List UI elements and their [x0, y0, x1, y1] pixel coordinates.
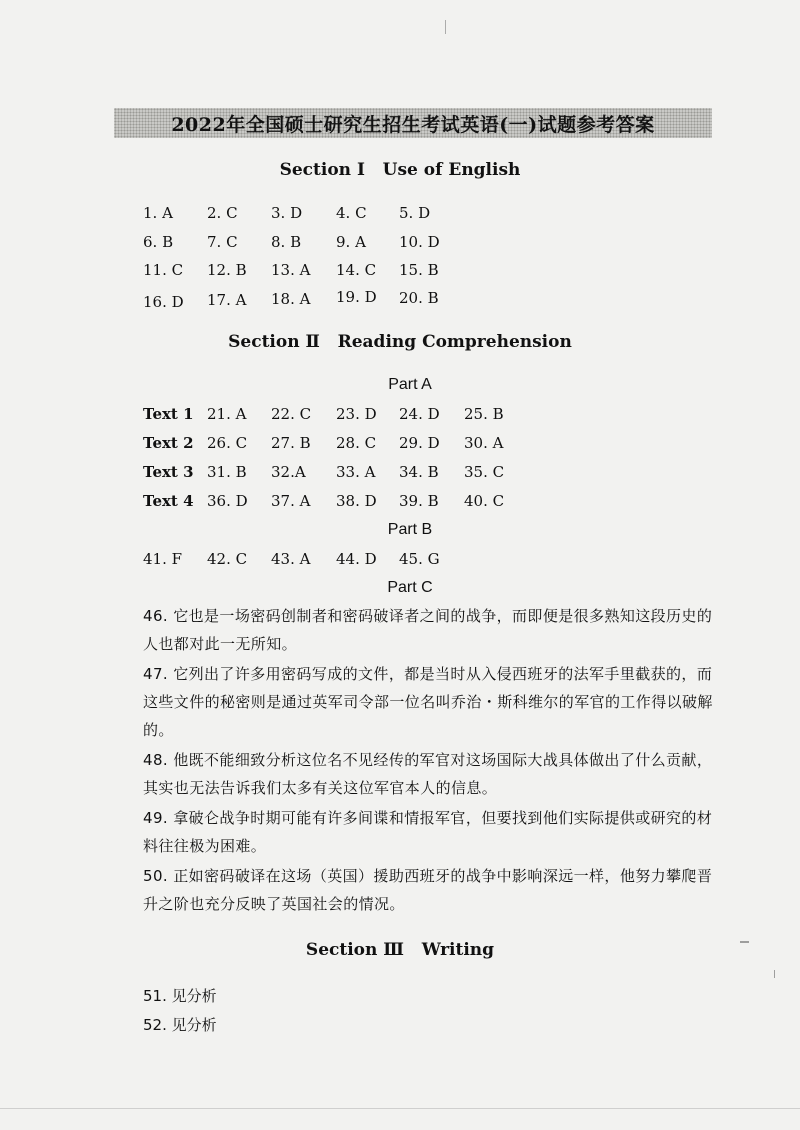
part-c-answer-47: [143, 660, 713, 744]
answer-cell: 7. C: [207, 233, 238, 251]
answer-cell: 37. A: [271, 492, 311, 510]
text-label: Text 2: [143, 434, 194, 452]
answer-cell: 16. D: [143, 293, 184, 311]
answer-cell: 34. B: [399, 463, 439, 481]
writing-answer-52: 52. 见分析: [143, 1016, 217, 1034]
answer-cell: 39. B: [399, 492, 439, 510]
answer-cell: 27. B: [271, 434, 311, 452]
answer-cell: 8. B: [271, 233, 302, 251]
answer-cell: 38. D: [336, 492, 377, 510]
text-label: Text 4: [143, 492, 194, 510]
answer-text: 49. 拿破仑战争时期可能有许多间谍和情报军官，但要找到他们实际提供或研究的材料往往极为困难。: [143, 809, 713, 855]
answer-cell: 35. C: [464, 463, 505, 481]
answer-cell: 43. A: [271, 550, 311, 568]
answer-cell: 26. C: [207, 434, 248, 452]
answer-cell: 36. D: [207, 492, 248, 510]
answer-cell: 28. C: [336, 434, 377, 452]
scan-speck: [774, 970, 775, 978]
answer-cell: 11. C: [143, 261, 184, 279]
answer-cell: 10. D: [399, 233, 440, 251]
section1-heading: Section Ⅰ Use of English: [279, 160, 521, 180]
answer-cell: 29. D: [399, 434, 440, 452]
answer-text: 50. 正如密码破译在这场（英国）援助西班牙的战争中影响深远一样，他努力攀爬晋升之阶也充分反映了英国社会的情况。: [143, 867, 713, 913]
answer-cell: 21. A: [207, 405, 247, 423]
answer-text: 48. 他既不能细致分析这位名不见经传的军官对这场国际大战具体做出了什么贡献，其实也无法告诉我们太多有关这位军官本人的信息。: [143, 751, 713, 797]
answer-cell: 20. B: [399, 289, 439, 307]
text-label: Text 3: [143, 463, 194, 481]
answer-text: 47. 它列出了许多用密码写成的文件，都是当时从入侵西班牙的法军手里截获的，而这些文件的秘密则是通过英军司令部一位名叫乔治・斯科维尔的军官的工作得以破解的。: [143, 665, 713, 739]
answer-cell: 23. D: [336, 405, 377, 423]
answer-cell: 14. C: [336, 261, 377, 279]
scan-speck: [740, 941, 749, 943]
text-label: Text 1: [143, 405, 194, 423]
part-c-heading: Part C: [387, 579, 433, 596]
page-title: 2022年全国硕士研究生招生考试英语(一)试题参考答案: [171, 113, 655, 136]
part-c-answer-49: [143, 804, 713, 860]
answer-cell: 44. D: [336, 550, 377, 568]
answer-cell: 31. B: [207, 463, 247, 481]
section3-heading: Section Ⅲ Writing: [305, 940, 495, 960]
scan-speck: [445, 20, 446, 34]
answer-cell: 15. B: [399, 261, 439, 279]
answer-cell: 13. A: [271, 261, 311, 279]
part-a-heading: Part A: [388, 376, 432, 393]
section2-heading: Section Ⅱ Reading Comprehension: [228, 332, 572, 352]
answer-cell: 42. C: [207, 550, 248, 568]
answer-cell: 19. D: [336, 288, 377, 306]
title-banner: [114, 108, 712, 138]
answer-cell: 3. D: [271, 204, 303, 222]
answer-cell: 9. A: [336, 233, 366, 251]
page-edge-line: [0, 1108, 800, 1109]
answer-cell: 24. D: [399, 405, 440, 423]
answer-cell: 1. A: [143, 204, 173, 222]
answer-cell: 4. C: [336, 204, 367, 222]
answer-cell: 6. B: [143, 233, 174, 251]
answer-cell: 32.A: [271, 463, 306, 481]
part-c-answer-50: [143, 862, 713, 918]
answer-cell: 40. C: [464, 492, 505, 510]
answer-cell: 5. D: [399, 204, 431, 222]
answer-cell: 30. A: [464, 434, 504, 452]
writing-answer-51: 51. 见分析: [143, 987, 217, 1005]
answer-cell: 2. C: [207, 204, 238, 222]
answer-cell: 22. C: [271, 405, 312, 423]
answer-cell: 41. F: [143, 550, 183, 568]
answer-cell: 45. G: [399, 550, 440, 568]
answer-cell: 33. A: [336, 463, 376, 481]
answer-cell: 12. B: [207, 261, 247, 279]
answer-cell: 18. A: [271, 290, 311, 308]
part-c-answer-48: [143, 746, 713, 802]
answer-text: 46. 它也是一场密码创制者和密码破译者之间的战争，而即便是很多熟知这段历史的人也都对此一无所知。: [143, 607, 713, 653]
answer-cell: 25. B: [464, 405, 504, 423]
part-c-answer-46: [143, 602, 713, 658]
answer-cell: 17. A: [207, 291, 247, 309]
part-b-heading: Part B: [387, 521, 433, 538]
